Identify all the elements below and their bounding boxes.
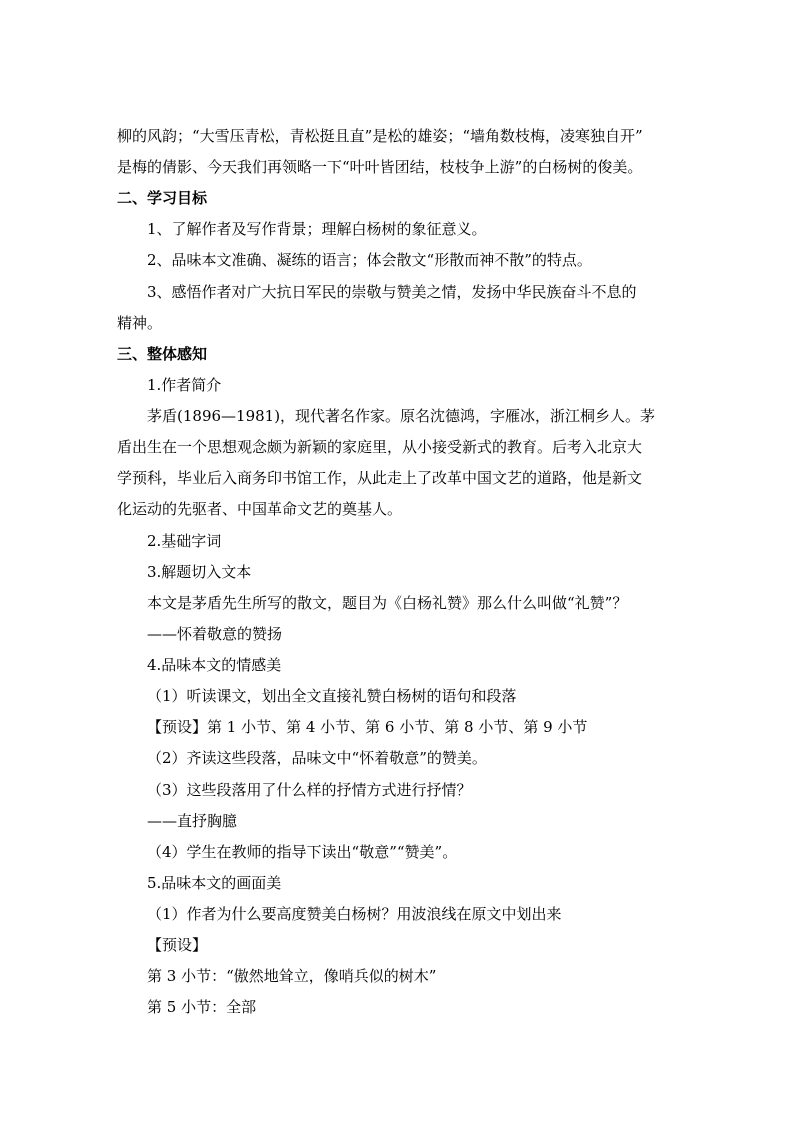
- topic-answer: ——怀着敬意的赞扬: [147, 625, 283, 643]
- subsection-title: 5.品味本文的画面美: [147, 874, 282, 892]
- list-item: （1）作者为什么要高度赞美白杨树？用波浪线在原文中划出来: [147, 905, 562, 923]
- list-item: （4）学生在教师的指导下读出“敬意”“赞美”。: [147, 843, 458, 861]
- subsection-title: 2.基础字词: [147, 532, 222, 550]
- goal-item: 2、品味本文准确、凝练的语言；体会散文“形散而神不散”的特点。: [147, 251, 592, 269]
- preset-item: 第 5 小节：全部: [147, 998, 257, 1016]
- author-paragraph-line: 化运动的先驱者、中国革命文艺的奠基人。: [117, 500, 403, 518]
- preset-answer: 【预设】第 1 小节、第 4 小节、第 6 小节、第 8 小节、第 9 小节: [147, 718, 588, 736]
- section-heading-goals: 二、学习目标: [117, 189, 208, 207]
- author-paragraph-line: 盾出生在一个思想观念颇为新颖的家庭里，从小接受新式的教育。后考入北京大: [117, 438, 643, 456]
- intro-line: 柳的风韵；“大雪压青松，青松挺且直”是松的雄姿；“墙角数枝梅，凌寒独自开”: [117, 127, 643, 145]
- author-paragraph-line: 学预科，毕业后入商务印书馆工作，从此走上了改革中国文艺的道路，他是新文: [117, 469, 643, 487]
- intro-line: 是梅的倩影、今天我们再领略一下“叶叶皆团结，枝枝争上游”的白杨树的俊美。: [117, 158, 643, 176]
- list-item-answer: ——直抒胸臆: [147, 812, 238, 830]
- goal-item: 3、感悟作者对广大抗日军民的崇敬与赞美之情，发扬中华民族奋斗不息的: [147, 283, 637, 301]
- subsection-title: 3.解题切入文本: [147, 563, 252, 581]
- list-item: （2）齐读这些段落，品味文中“怀着敬意”的赞美。: [147, 749, 487, 767]
- subsection-title: 4.品味本文的情感美: [147, 656, 282, 674]
- subsection-title: 1.作者简介: [147, 376, 222, 394]
- topic-question: 本文是茅盾先生所写的散文，题目为《白杨礼赞》那么什么叫做“礼赞”？: [147, 594, 628, 612]
- goal-item: 1、了解作者及写作背景；理解白杨树的象征意义。: [147, 220, 487, 238]
- preset-label: 【预设】: [147, 936, 208, 954]
- list-item: （1）听读课文，划出全文直接礼赞白杨树的语句和段落: [147, 687, 517, 705]
- list-item: （3）这些段落用了什么样的抒情方式进行抒情？: [147, 781, 472, 799]
- section-heading-overview: 三、整体感知: [117, 345, 208, 363]
- preset-item: 第 3 小节：“傲然地耸立，像哨兵似的树木”: [147, 967, 437, 985]
- author-paragraph-line: 茅盾(1896—1981)，现代著名作家。原名沈德鸿，字雁冰，浙江桐乡人。茅: [147, 407, 656, 425]
- goal-item-continuation: 精神。: [117, 314, 163, 332]
